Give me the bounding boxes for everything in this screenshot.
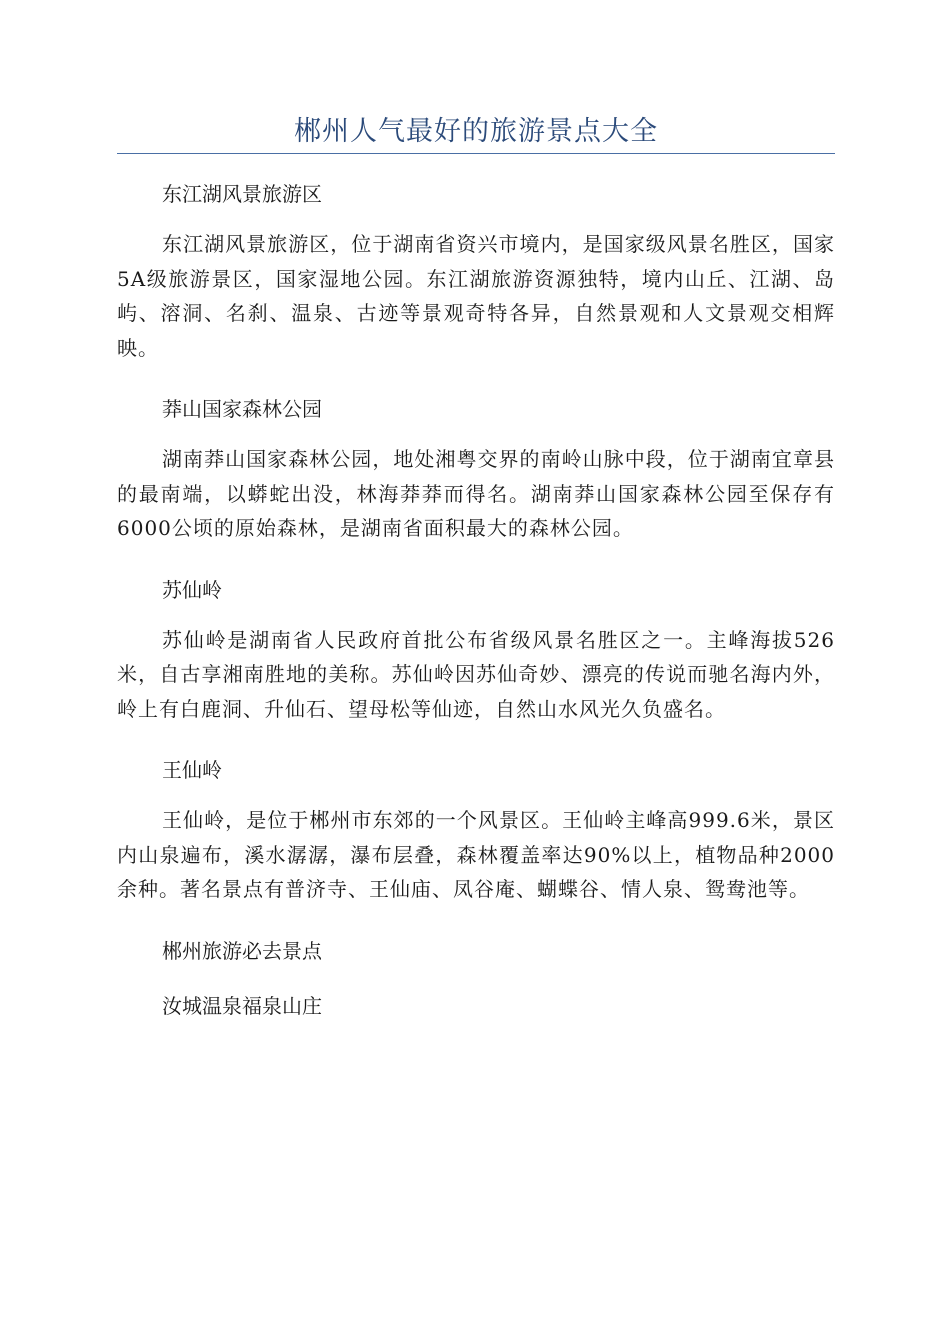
section-paragraph: 王仙岭，是位于郴州市东郊的一个风景区。王仙岭主峰高999.6米，景区内山泉遍布，溪水潺潺，瀑布层叠，森林覆盖率达90%以上，植物品种2000余种。著名景点有普济寺、王仙庙、凤谷庵、蝴蝶谷、情人泉、鸳鸯池等。 (117, 808, 835, 901)
section-mangshan (117, 387, 835, 568)
document-title: 郴州人气最好的旅游景点大全 (294, 116, 658, 147)
section-paragraph: 东江湖风景旅游区，位于湖南省资兴市境内，是国家级风景名胜区，国家5A级旅游景区，国家湿地公园。东江湖旅游资源独特，境内山丘、江湖、岛屿、溶洞、名刹、温泉、古迹等景观奇特各异，自然景观和人文景观交相辉映。 (117, 232, 835, 360)
section-wangxianling (117, 748, 835, 929)
document-body (117, 172, 835, 1028)
section-suxianling (117, 568, 835, 749)
section-paragraph: 湖南莽山国家森林公园，地处湘粤交界的南岭山脉中段，位于湖南宜章县的最南端，以蟒蛇出没，林海莽莽而得名。湖南莽山国家森林公园至保存有6000公顷的原始森林，是湖南省面积最大的森林公园。 (117, 447, 835, 540)
title-underline (117, 153, 835, 154)
section-heading: 苏仙岭 (162, 577, 222, 602)
section-heading: 莽山国家森林公园 (162, 397, 322, 421)
section-heading-rucheng-hotspring: 汝城温泉福泉山庄 (162, 993, 322, 1018)
section-dongjianghu (117, 172, 835, 387)
section-heading-must-visit: 郴州旅游必去景点 (162, 938, 322, 963)
section-heading: 王仙岭 (162, 758, 222, 782)
section-heading: 东江湖风景旅游区 (162, 182, 322, 206)
section-paragraph: 苏仙岭是湖南省人民政府首批公布省级风景名胜区之一。主峰海拔526米，自古享湘南胜地的美称。苏仙岭因苏仙奇妙、漂亮的传说而驰名海内外，岭上有白鹿洞、升仙石、望母松等仙迹，自然山水风光久负盛名。 (117, 627, 835, 721)
